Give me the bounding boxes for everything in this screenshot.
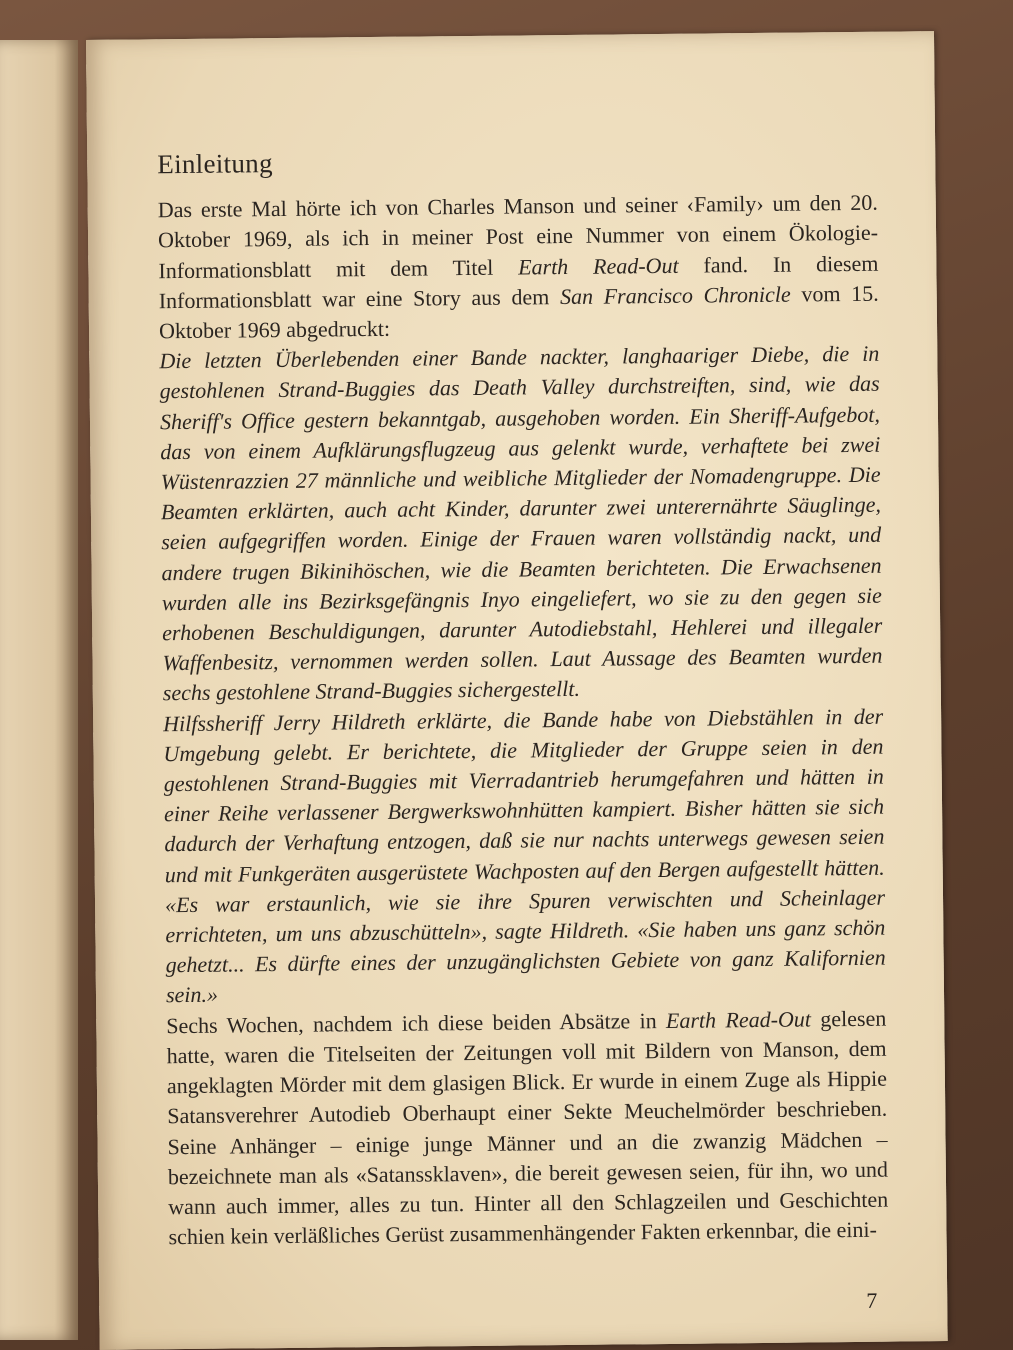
- page-number: 7: [866, 1287, 878, 1313]
- intro-title-earth-read-out: Earth Read-Out: [517, 252, 679, 280]
- facing-page-edge: [0, 40, 78, 1340]
- followup-text-b: gelesen hatte, waren die Titelseiten der Zeitungen voll mit Bildern von Manson, dem angeklagten Mörder mit dem glasigen Blick. Er wurde in einem Zuge als Hippie Satansverehrer Autodieb Oberhaupt einer Sekte Meuchelmörder beschrieben. Seine Anhänger – einige junge Männer und an die zwanzig Mädchen – bezeichnete man als «Satanssklaven», die bereit gewesen seien, für ihn, wo und wann auch immer, alles zu tun. Hinter all den Schlagzeilen und Geschichten schien kein verläßliches Gerüst zusammenhängender Fakten erkennbar, die eini-: [166, 1005, 889, 1250]
- intro-text-c: vom 15. Oktober 1969 abgedruckt:: [158, 280, 879, 344]
- quote-paragraph-1: Die letzten Überlebenden einer Bande nackter, langhaariger Diebe, die in gestohlenen Strand-Buggies das Death Valley durchstreiften, sind, wie das Sheriff's Office gestern bekanntgab, ausgehoben worden. Ein Sheriff-Aufgebot, das von einem Aufklärungsflugzeug aus gelenkt wurde, verhaftete bei zwei Wüstenrazzien 27 männliche und weibliche Mitglieder der Nomadengruppe. Die Beamten erklärten, auch acht Kinder, darunter zwei unterernährte Säuglinge, seien aufgegriffen worden. Einige der Frauen waren vollständig nackt, und andere trugen Bikinihöschen, wie die Beamten berichteten. Die Erwachsenen wurden alle ins Bezirksgefängnis Inyo eingeliefert, wo sie zu den gegen sie erhobenen Beschuldigungen, darunter Autodiebstahl, Hehlerei und illegaler Waffenbesitz, vernommen werden sollen. Laut Aussage des Beamten wurden sechs gestohlene Strand-Buggies sichergestellt.: [159, 340, 883, 706]
- intro-text-a: Das erste Mal hörte ich von Charles Manson und seiner ‹Family› um den 20. Oktober 1969, als ich in meiner Post eine Nummer von einem Ökologie-Informationsblatt mit dem Titel: [157, 189, 879, 283]
- followup-title-earth-read-out: Earth Read-Out: [665, 1006, 812, 1033]
- page-content: [157, 142, 889, 1253]
- book-page: [86, 31, 948, 1350]
- followup-paragraph: [166, 1003, 888, 1252]
- followup-text-a: Sechs Wochen, nachdem ich diese beiden Absätze in: [166, 1007, 667, 1038]
- intro-paragraph: [158, 188, 880, 347]
- intro-text-b: fand. In diesem Informationsblatt war eine Story aus dem: [158, 250, 879, 314]
- quote-paragraph-2: Hilfssheriff Jerry Hildreth erklärte, die Bande habe von Diebstählen in der Umgebung gelebt. Er berichtete, die Mitglieder der Gruppe seien in den gestohlenen Strand-Buggies mit Vierradantrieb herumgefahren und hätten in einer Reihe verlassener Bergwerkswohnhütten kampiert. Bisher hätten sie sich dadurch der Verhaftung entzogen, daß sie nur nachts unterwegs gewesen seien und mit Funkgeräten ausgerüstete Wachposten auf den Bergen aufgestellt hätten. «Es war erstaunlich, wie sie ihre Spuren verwischten und Scheinlager errichteten, um uns abzuschütteln», sagte Hildreth. «Sie haben uns ganz schön gehetzt... Es dürfte eines der unzugänglichsten Gebiete von ganz Kalifornien sein.»: [163, 703, 886, 1008]
- intro-title-chronicle: San Francisco Chronicle: [559, 281, 791, 309]
- chapter-heading: Einleitung: [157, 148, 273, 180]
